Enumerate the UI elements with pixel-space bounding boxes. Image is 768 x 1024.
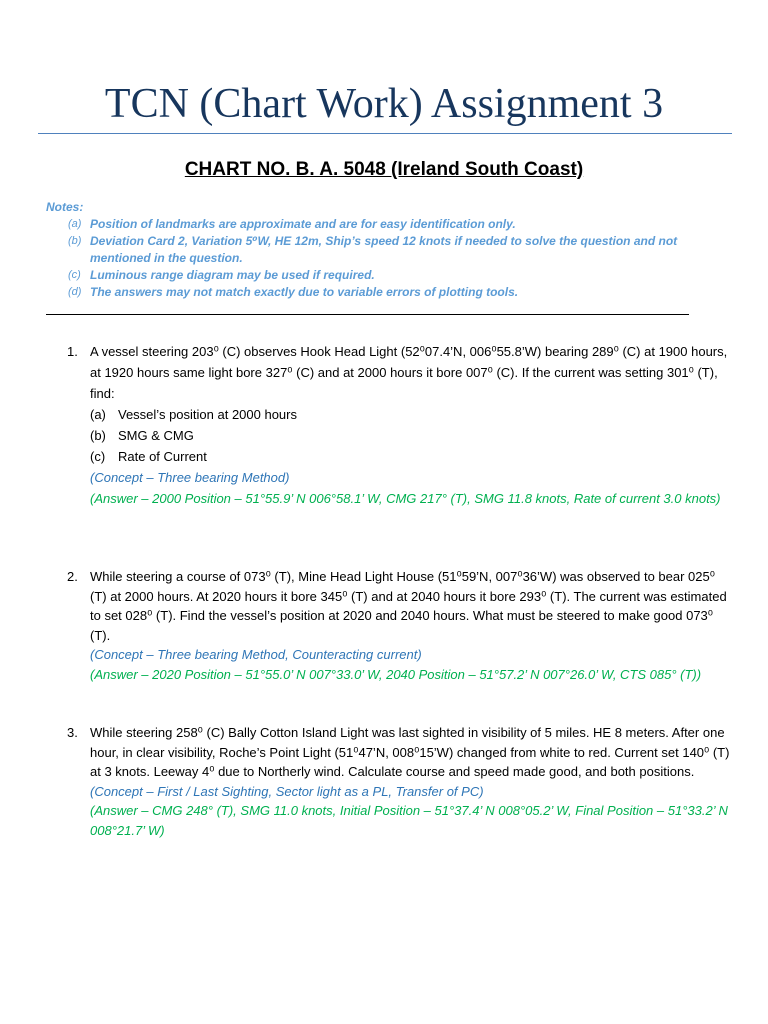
notes-section xyxy=(46,199,696,301)
note-letter: (a) xyxy=(68,218,82,230)
question-2 xyxy=(67,567,735,684)
note-letter: (b) xyxy=(68,235,82,247)
sub-item xyxy=(90,404,735,425)
note-item xyxy=(46,216,696,233)
question-number: 3. xyxy=(67,725,78,740)
answer-note: (Answer – 2020 Position – 51°55.0’ N 007°33.0’ W, 2040 Position – 51°57.2’ N 007°26.0’ W, CTS 085° (T)) xyxy=(90,666,702,682)
concept-note: (Concept – First / Last Sighting, Sector light as a PL, Transfer of PC) xyxy=(90,783,484,799)
sub-item-label: (b) xyxy=(90,428,106,443)
question-1 xyxy=(67,341,735,509)
notes-heading: Notes: xyxy=(46,200,84,214)
note-letter: (c) xyxy=(68,269,81,281)
sub-item xyxy=(90,446,735,467)
sub-item-label: (a) xyxy=(90,407,106,422)
note-item xyxy=(46,267,696,284)
sub-item-label: (c) xyxy=(90,449,106,464)
page-title: TCN (Chart Work) Assignment 3 xyxy=(104,81,664,127)
note-text: Position of landmarks are approximate and are for easy identification only. xyxy=(90,217,516,231)
note-letter: (d) xyxy=(68,286,82,298)
sub-item xyxy=(90,425,735,446)
answer-note: (Answer – 2000 Position – 51°55.9’ N 006°58.1’ W, CMG 217° (T), SMG 11.8 knots, Rate of current 3.0 knots) xyxy=(90,491,721,506)
concept-note: (Concept – Three bearing Method, Counteracting current) xyxy=(90,647,422,662)
question-number: 2. xyxy=(67,569,78,584)
question-number: 1. xyxy=(67,344,78,359)
concept-note: (Concept – Three bearing Method) xyxy=(90,470,290,485)
title-divider xyxy=(38,133,732,134)
section-divider xyxy=(46,314,689,315)
question-text: A vessel steering 203⁰ (C) observes Hook Head Light (52⁰07.4’N, 006⁰55.8’W) bearing 289⁰ (C) at 1900 hours, at 1920 hours same light bore 327⁰ (C) and at 2000 hours it bore 007⁰ (C). If the current was setting 301⁰ (T), find: xyxy=(90,344,728,401)
sub-item-text: Rate of Current xyxy=(118,449,207,464)
answer-note: (Answer – CMG 248° (T), SMG 11.0 knots, Initial Position – 51°37.4’ N 008°05.2’ W, Final Position – 51°33.2’ N 008°21.7’ W) xyxy=(90,803,728,838)
note-item xyxy=(46,233,696,267)
question-text: While steering 258⁰ (C) Bally Cotton Island Light was last sighted in visibility of 5 miles. HE 8 meters. After one hour, in clear visibility, Roche’s Point Light (51⁰47’N, 008⁰15’W) changed from white to red. Current set 140⁰ (T) at 3 knots. Leeway 4⁰ due to Northerly wind. Calculate course and speed made good, and both positions. xyxy=(90,725,730,779)
note-item xyxy=(46,284,696,301)
note-text: Luminous range diagram may be used if required. xyxy=(90,268,375,282)
sub-item-text: Vessel’s position at 2000 hours xyxy=(118,407,297,422)
question-text: While steering a course of 073⁰ (T), Mine Head Light House (51⁰59’N, 007⁰36’W) was observed to bear 025⁰ (T) at 2000 hours. At 2020 hours it bore 345⁰ (T) and at 2040 hours it bore 293⁰ (T). The current was estimated to set 028⁰ (T). Find the vessel’s position at 2020 and 2040 hours. What must be steered to make good 073⁰ (T). xyxy=(90,569,727,643)
chart-number-heading: CHART NO. B. A. 5048 (Ireland South Coast) xyxy=(184,159,584,180)
note-text: Deviation Card 2, Variation 5⁰W, HE 12m, Ship’s speed 12 knots if needed to solve the question and not mentioned in the question. xyxy=(90,234,678,265)
question-3 xyxy=(67,723,735,840)
note-text: The answers may not match exactly due to variable errors of plotting tools. xyxy=(90,285,519,299)
sub-item-text: SMG & CMG xyxy=(118,428,194,443)
